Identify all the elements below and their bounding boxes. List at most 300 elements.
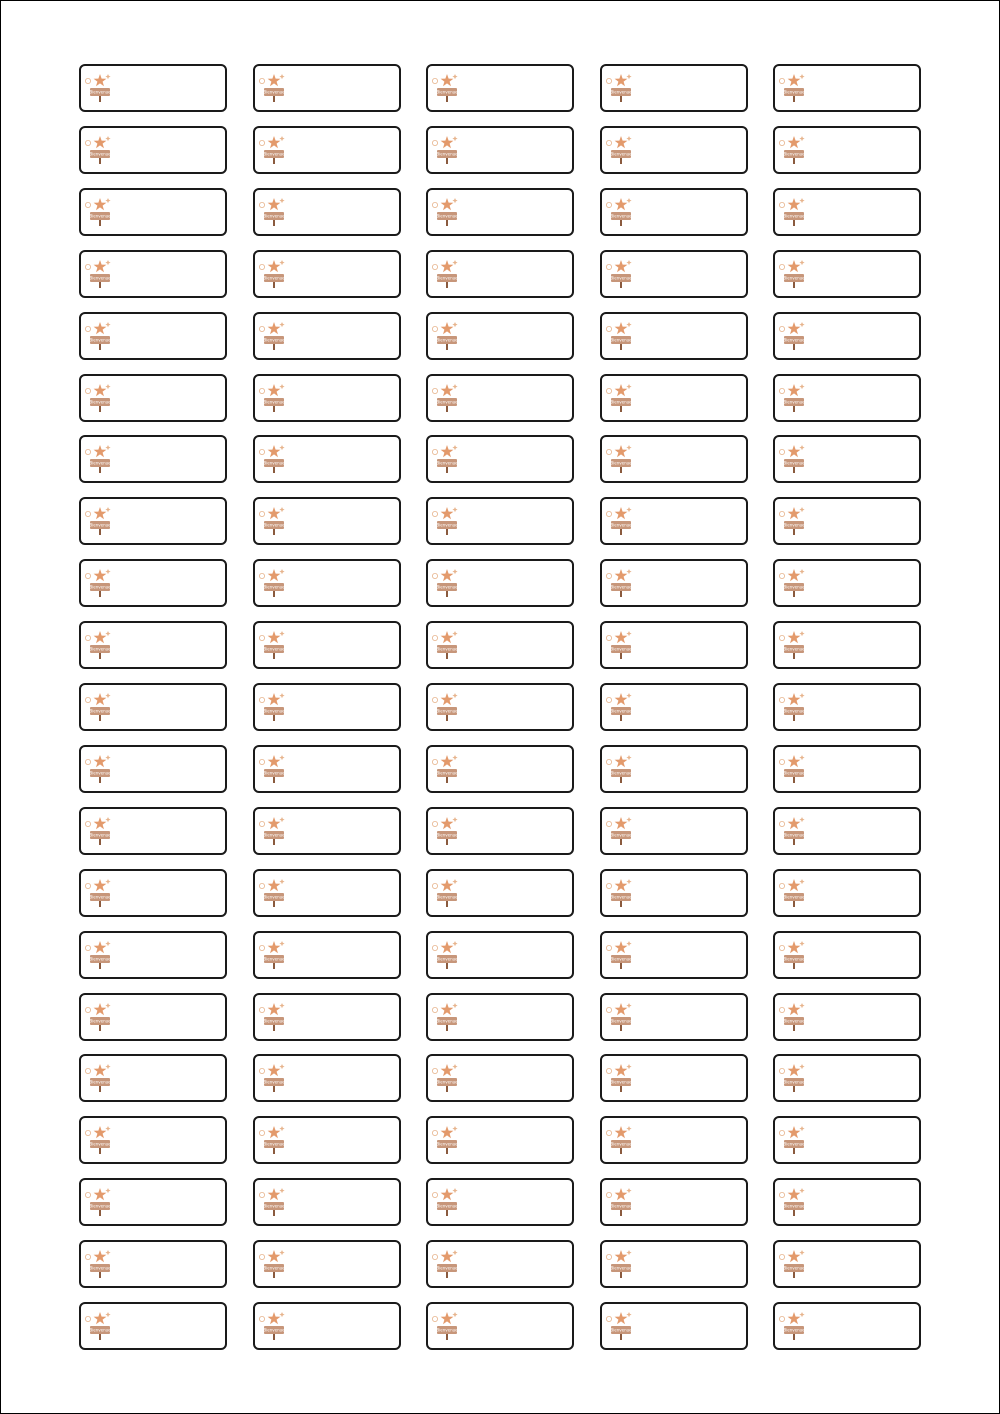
sign-text: Bienvenue	[89, 584, 111, 590]
sign-text: Bienvenue	[262, 337, 285, 343]
address-label	[79, 64, 227, 112]
address-label	[79, 1054, 227, 1102]
sign-text: Bienvenue	[436, 894, 458, 900]
sign-text: Bienvenue	[262, 956, 285, 962]
address-label	[600, 1116, 748, 1164]
address-label	[79, 621, 227, 669]
address-label	[253, 559, 401, 607]
welcome-sign-icon	[431, 381, 461, 413]
address-label	[253, 869, 401, 917]
address-label	[773, 497, 921, 545]
welcome-sign-icon	[605, 876, 635, 908]
welcome-sign-icon	[778, 690, 808, 722]
sign-text: Bienvenue	[609, 770, 632, 776]
welcome-sign-icon	[431, 71, 461, 103]
sign-text: Bienvenue	[783, 213, 805, 219]
welcome-sign-icon	[778, 1000, 808, 1032]
welcome-sign-icon	[258, 71, 288, 103]
address-label	[600, 1240, 748, 1288]
address-label	[426, 683, 574, 731]
welcome-sign-icon	[605, 195, 635, 227]
address-label	[600, 250, 748, 298]
welcome-sign-icon	[84, 814, 114, 846]
welcome-sign-icon	[605, 1309, 635, 1341]
address-label	[600, 621, 748, 669]
sign-text: Bienvenue	[436, 275, 458, 281]
sign-text: Bienvenue	[609, 1079, 632, 1085]
address-label	[79, 250, 227, 298]
welcome-sign-icon	[84, 1247, 114, 1279]
welcome-sign-icon	[258, 1309, 288, 1341]
sign-text: Bienvenue	[783, 894, 805, 900]
welcome-sign-icon	[778, 442, 808, 474]
sign-text: Bienvenue	[262, 213, 285, 219]
address-label	[600, 745, 748, 793]
sign-text: Bienvenue	[262, 399, 285, 404]
sign-text: Bienvenue	[436, 460, 458, 466]
sign-text: Bienvenue	[262, 646, 285, 652]
sign-text: Bienvenue	[89, 708, 111, 714]
sign-text: Bienvenue	[89, 770, 111, 776]
address-label	[600, 1178, 748, 1226]
welcome-sign-icon	[605, 1061, 635, 1093]
welcome-sign-icon	[605, 71, 635, 103]
address-label	[773, 931, 921, 979]
sign-text: Bienvenue	[262, 151, 285, 157]
address-label	[79, 374, 227, 422]
sign-text: Bienvenue	[783, 584, 805, 590]
address-label	[253, 745, 401, 793]
address-label	[79, 559, 227, 607]
sign-text: Bienvenue	[262, 1265, 285, 1271]
address-label	[253, 1240, 401, 1288]
sign-text: Bienvenue	[89, 337, 111, 343]
welcome-sign-icon	[605, 1185, 635, 1217]
sign-text: Bienvenue	[262, 1327, 285, 1333]
sign-text: Bienvenue	[262, 275, 285, 281]
sign-text: Bienvenue	[609, 1327, 632, 1333]
sign-text: Bienvenue	[609, 151, 632, 157]
address-label	[600, 497, 748, 545]
address-label	[773, 1240, 921, 1288]
welcome-sign-icon	[605, 938, 635, 970]
address-label	[773, 1178, 921, 1226]
sign-text: Bienvenue	[609, 646, 632, 652]
sign-text: Bienvenue	[262, 1079, 285, 1085]
sign-text: Bienvenue	[262, 832, 285, 838]
sign-text: Bienvenue	[609, 1203, 632, 1209]
address-label	[253, 188, 401, 236]
welcome-sign-icon	[258, 319, 288, 351]
address-label	[79, 435, 227, 483]
address-label	[773, 435, 921, 483]
address-label	[426, 1054, 574, 1102]
sign-text: Bienvenue	[609, 1018, 632, 1023]
sign-text: Bienvenue	[436, 89, 458, 95]
welcome-sign-icon	[778, 381, 808, 413]
address-label	[253, 435, 401, 483]
sign-text: Bienvenue	[262, 584, 285, 590]
welcome-sign-icon	[431, 814, 461, 846]
address-label	[253, 1178, 401, 1226]
sign-text: Bienvenue	[609, 894, 632, 900]
welcome-sign-icon	[778, 504, 808, 536]
welcome-sign-icon	[778, 1247, 808, 1279]
welcome-sign-icon	[431, 319, 461, 351]
welcome-sign-icon	[258, 1185, 288, 1217]
welcome-sign-icon	[431, 938, 461, 970]
sign-text: Bienvenue	[783, 151, 805, 157]
sign-text: Bienvenue	[89, 1018, 111, 1023]
sign-text: Bienvenue	[89, 151, 111, 157]
address-label	[773, 807, 921, 855]
sign-text: Bienvenue	[783, 89, 805, 95]
address-label	[773, 1116, 921, 1164]
welcome-sign-icon	[84, 1185, 114, 1217]
address-label	[253, 931, 401, 979]
sign-text: Bienvenue	[436, 213, 458, 219]
address-label	[600, 993, 748, 1041]
sign-text: Bienvenue	[436, 399, 458, 404]
address-label	[426, 869, 574, 917]
address-label	[773, 1302, 921, 1350]
address-label	[426, 497, 574, 545]
welcome-sign-icon	[605, 566, 635, 598]
address-label	[426, 745, 574, 793]
sign-text: Bienvenue	[436, 1018, 458, 1023]
welcome-sign-icon	[605, 442, 635, 474]
sign-text: Bienvenue	[436, 1141, 458, 1147]
address-label	[600, 807, 748, 855]
address-label	[773, 869, 921, 917]
sign-text: Bienvenue	[262, 89, 285, 95]
address-label	[253, 250, 401, 298]
address-label	[426, 1240, 574, 1288]
address-label	[600, 869, 748, 917]
address-label	[426, 993, 574, 1041]
welcome-sign-icon	[778, 814, 808, 846]
sign-text: Bienvenue	[89, 1203, 111, 1209]
address-label	[600, 931, 748, 979]
welcome-sign-icon	[778, 752, 808, 784]
welcome-sign-icon	[84, 566, 114, 598]
welcome-sign-icon	[84, 1061, 114, 1093]
welcome-sign-icon	[431, 628, 461, 660]
sign-text: Bienvenue	[609, 89, 632, 95]
sign-text: Bienvenue	[783, 832, 805, 838]
address-label	[79, 188, 227, 236]
sign-text: Bienvenue	[262, 894, 285, 900]
address-label	[79, 993, 227, 1041]
sign-text: Bienvenue	[89, 1079, 111, 1085]
address-label	[426, 559, 574, 607]
address-label	[426, 126, 574, 174]
welcome-sign-icon	[605, 504, 635, 536]
welcome-sign-icon	[778, 1123, 808, 1155]
address-label	[253, 1116, 401, 1164]
welcome-sign-icon	[778, 876, 808, 908]
sign-text: Bienvenue	[89, 646, 111, 652]
welcome-sign-icon	[258, 257, 288, 289]
sign-text: Bienvenue	[783, 770, 805, 776]
welcome-sign-icon	[258, 876, 288, 908]
sign-text: Bienvenue	[609, 275, 632, 281]
sign-text: Bienvenue	[436, 832, 458, 838]
address-label	[253, 374, 401, 422]
sign-text: Bienvenue	[783, 275, 805, 281]
welcome-sign-icon	[778, 257, 808, 289]
sign-text: Bienvenue	[609, 1265, 632, 1271]
welcome-sign-icon	[778, 1185, 808, 1217]
address-label	[79, 745, 227, 793]
sign-text: Bienvenue	[89, 89, 111, 95]
welcome-sign-icon	[258, 1247, 288, 1279]
sign-text: Bienvenue	[609, 522, 632, 528]
welcome-sign-icon	[605, 133, 635, 165]
welcome-sign-icon	[431, 876, 461, 908]
welcome-sign-icon	[605, 814, 635, 846]
welcome-sign-icon	[84, 381, 114, 413]
sign-text: Bienvenue	[262, 1018, 285, 1023]
welcome-sign-icon	[84, 752, 114, 784]
sign-text: Bienvenue	[609, 584, 632, 590]
sign-text: Bienvenue	[783, 1265, 805, 1271]
address-label	[253, 126, 401, 174]
welcome-sign-icon	[258, 195, 288, 227]
welcome-sign-icon	[84, 938, 114, 970]
welcome-sign-icon	[778, 319, 808, 351]
welcome-sign-icon	[431, 504, 461, 536]
welcome-sign-icon	[431, 752, 461, 784]
address-label	[79, 1302, 227, 1350]
sign-text: Bienvenue	[783, 708, 805, 714]
address-label	[426, 250, 574, 298]
welcome-sign-icon	[84, 628, 114, 660]
welcome-sign-icon	[431, 1309, 461, 1341]
welcome-sign-icon	[258, 442, 288, 474]
address-label	[253, 683, 401, 731]
sign-text: Bienvenue	[609, 708, 632, 714]
sign-text: Bienvenue	[783, 956, 805, 962]
sign-text: Bienvenue	[436, 708, 458, 714]
address-label	[600, 374, 748, 422]
address-label	[79, 869, 227, 917]
welcome-sign-icon	[84, 133, 114, 165]
sign-text: Bienvenue	[609, 956, 632, 962]
sign-text: Bienvenue	[89, 894, 111, 900]
sign-text: Bienvenue	[609, 213, 632, 219]
sign-text: Bienvenue	[436, 1079, 458, 1085]
address-label	[253, 1302, 401, 1350]
address-label	[426, 64, 574, 112]
sign-text: Bienvenue	[783, 1018, 805, 1023]
welcome-sign-icon	[258, 1000, 288, 1032]
welcome-sign-icon	[778, 195, 808, 227]
welcome-sign-icon	[84, 504, 114, 536]
welcome-sign-icon	[431, 195, 461, 227]
welcome-sign-icon	[431, 257, 461, 289]
address-label	[79, 497, 227, 545]
welcome-sign-icon	[431, 442, 461, 474]
welcome-sign-icon	[84, 257, 114, 289]
sign-text: Bienvenue	[436, 1327, 458, 1333]
welcome-sign-icon	[258, 504, 288, 536]
sign-text: Bienvenue	[89, 275, 111, 281]
welcome-sign-icon	[431, 690, 461, 722]
address-label	[426, 1116, 574, 1164]
welcome-sign-icon	[84, 1123, 114, 1155]
address-label	[773, 126, 921, 174]
address-label	[426, 188, 574, 236]
welcome-sign-icon	[84, 442, 114, 474]
sign-text: Bienvenue	[89, 213, 111, 219]
welcome-sign-icon	[84, 195, 114, 227]
welcome-sign-icon	[605, 1000, 635, 1032]
welcome-sign-icon	[84, 690, 114, 722]
sign-text: Bienvenue	[609, 1141, 632, 1147]
sign-text: Bienvenue	[783, 646, 805, 652]
address-label	[79, 1178, 227, 1226]
sign-text: Bienvenue	[783, 1079, 805, 1085]
sign-text: Bienvenue	[436, 522, 458, 528]
sign-text: Bienvenue	[89, 1265, 111, 1271]
address-label	[773, 374, 921, 422]
address-label	[79, 1240, 227, 1288]
welcome-sign-icon	[605, 257, 635, 289]
sign-text: Bienvenue	[609, 337, 632, 343]
address-label	[79, 1116, 227, 1164]
sign-text: Bienvenue	[89, 956, 111, 962]
address-label	[773, 683, 921, 731]
address-label	[426, 374, 574, 422]
welcome-sign-icon	[778, 628, 808, 660]
welcome-sign-icon	[258, 690, 288, 722]
sign-text: Bienvenue	[436, 584, 458, 590]
welcome-sign-icon	[778, 133, 808, 165]
sign-text: Bienvenue	[783, 1327, 805, 1333]
address-label	[426, 312, 574, 360]
welcome-sign-icon	[778, 566, 808, 598]
welcome-sign-icon	[605, 1123, 635, 1155]
welcome-sign-icon	[605, 319, 635, 351]
welcome-sign-icon	[431, 1061, 461, 1093]
address-label	[253, 621, 401, 669]
welcome-sign-icon	[431, 1185, 461, 1217]
welcome-sign-icon	[605, 381, 635, 413]
address-label	[773, 188, 921, 236]
address-label	[426, 931, 574, 979]
address-label	[79, 807, 227, 855]
address-label	[773, 250, 921, 298]
welcome-sign-icon	[258, 814, 288, 846]
sign-text: Bienvenue	[262, 770, 285, 776]
sign-text: Bienvenue	[783, 1203, 805, 1209]
sign-text: Bienvenue	[436, 337, 458, 343]
address-label	[79, 931, 227, 979]
sign-text: Bienvenue	[436, 151, 458, 157]
welcome-sign-icon	[778, 1061, 808, 1093]
address-label	[426, 807, 574, 855]
address-label	[600, 559, 748, 607]
sign-text: Bienvenue	[783, 1141, 805, 1147]
sign-text: Bienvenue	[89, 399, 111, 404]
sign-text: Bienvenue	[262, 1203, 285, 1209]
address-label	[79, 312, 227, 360]
address-label	[773, 1054, 921, 1102]
welcome-sign-icon	[431, 1000, 461, 1032]
welcome-sign-icon	[778, 1309, 808, 1341]
address-label	[600, 312, 748, 360]
address-label	[253, 312, 401, 360]
sign-text: Bienvenue	[262, 708, 285, 714]
sign-text: Bienvenue	[436, 770, 458, 776]
address-label	[253, 993, 401, 1041]
sign-text: Bienvenue	[89, 832, 111, 838]
address-label	[79, 683, 227, 731]
sign-text: Bienvenue	[436, 646, 458, 652]
address-label	[600, 683, 748, 731]
welcome-sign-icon	[84, 1309, 114, 1341]
sign-text: Bienvenue	[89, 522, 111, 528]
address-label	[600, 64, 748, 112]
sign-text: Bienvenue	[609, 399, 632, 404]
welcome-sign-icon	[258, 133, 288, 165]
address-label	[253, 807, 401, 855]
address-label	[253, 497, 401, 545]
address-label	[773, 64, 921, 112]
sign-text: Bienvenue	[783, 399, 805, 404]
address-label	[773, 559, 921, 607]
address-label	[600, 188, 748, 236]
address-label	[426, 1302, 574, 1350]
welcome-sign-icon	[258, 381, 288, 413]
welcome-sign-icon	[778, 938, 808, 970]
sign-text: Bienvenue	[89, 460, 111, 466]
address-label	[773, 621, 921, 669]
welcome-sign-icon	[84, 319, 114, 351]
address-label	[426, 1178, 574, 1226]
sign-text: Bienvenue	[89, 1141, 111, 1147]
welcome-sign-icon	[431, 133, 461, 165]
welcome-sign-icon	[605, 752, 635, 784]
sign-text: Bienvenue	[783, 337, 805, 343]
welcome-sign-icon	[258, 566, 288, 598]
welcome-sign-icon	[605, 690, 635, 722]
sign-text: Bienvenue	[436, 1265, 458, 1271]
sign-text: Bienvenue	[609, 832, 632, 838]
welcome-sign-icon	[431, 1247, 461, 1279]
sign-text: Bienvenue	[783, 522, 805, 528]
welcome-sign-icon	[258, 628, 288, 660]
address-label	[600, 1302, 748, 1350]
address-label	[426, 621, 574, 669]
welcome-sign-icon	[84, 876, 114, 908]
sign-text: Bienvenue	[609, 460, 632, 466]
sign-text: Bienvenue	[262, 1141, 285, 1147]
welcome-sign-icon	[258, 752, 288, 784]
address-label	[426, 435, 574, 483]
welcome-sign-icon	[431, 1123, 461, 1155]
sign-text: Bienvenue	[436, 1203, 458, 1209]
welcome-sign-icon	[778, 71, 808, 103]
welcome-sign-icon	[84, 1000, 114, 1032]
sign-text: Bienvenue	[436, 956, 458, 962]
address-label	[253, 1054, 401, 1102]
sign-text: Bienvenue	[262, 460, 285, 466]
address-label	[773, 993, 921, 1041]
address-label	[600, 435, 748, 483]
address-label	[253, 64, 401, 112]
